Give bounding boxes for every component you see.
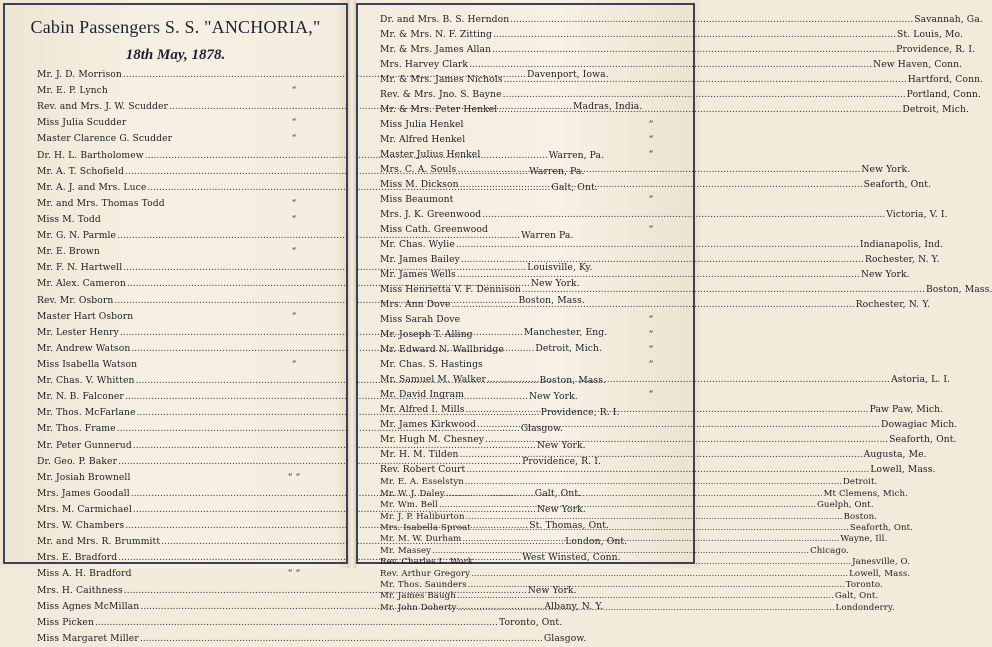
- leader-dots: [469, 57, 872, 72]
- passenger-residence: Guelph, Ont.: [816, 500, 874, 511]
- passenger-name: Mr. Hugh M. Chesney: [380, 434, 485, 446]
- ditto-mark: “: [291, 213, 297, 225]
- passenger-name: Rev. Arthur Gregory: [380, 568, 471, 579]
- passenger-row: [37, 83, 329, 99]
- leader-dots: [432, 546, 809, 557]
- passenger-residence: London, Ont.: [565, 536, 628, 548]
- passenger-name: Mr. Massey: [380, 545, 432, 556]
- passenger-name: Mr. J. D. Morrison: [37, 69, 122, 80]
- passenger-residence: Warren, Pa.: [529, 165, 585, 177]
- passenger-name: Mr. John Doherty: [380, 602, 457, 613]
- passenger-row: [380, 511, 878, 523]
- passenger-residence: West Winsted, Conn.: [522, 552, 621, 564]
- passenger-row: [37, 470, 329, 486]
- passenger-row: [380, 580, 883, 591]
- passenger-row: [380, 488, 909, 500]
- passenger-row: [380, 177, 932, 192]
- leader-dots: [446, 489, 823, 500]
- passenger-row: [380, 237, 944, 252]
- right-passenger-list: [380, 12, 992, 614]
- passenger-row: [380, 297, 931, 312]
- leader-dots: [460, 177, 863, 192]
- passenger-name: Mr. James Bailey: [380, 254, 460, 266]
- leader-dots: [466, 512, 843, 523]
- ditto-mark: “ “: [287, 471, 301, 483]
- passenger-residence: Davenport, Iowa.: [526, 69, 609, 80]
- passenger-name: Mrs. J. K. Greenwood: [380, 209, 482, 221]
- passenger-residence: Warren, Pa.: [548, 149, 605, 161]
- passenger-name: Mrs. H. Caithness: [37, 584, 123, 596]
- passenger-name: Mr. Chas. Wylie: [380, 239, 455, 251]
- passenger-row: [380, 372, 951, 387]
- passenger-name: Mr. G. N. Parmle: [37, 230, 117, 242]
- passenger-name: Master Hart Osborn: [37, 310, 134, 322]
- passenger-row: [380, 72, 984, 87]
- passenger-row: [380, 267, 910, 282]
- passenger-name: Rev. Robert Court: [380, 464, 466, 476]
- passenger-residence: New York.: [528, 391, 578, 403]
- passenger-row: [37, 244, 329, 260]
- ditto-mark: “: [291, 85, 297, 97]
- passenger-name: Mrs. Isabella Sproat: [380, 523, 471, 534]
- passenger-name: Mr. M. W. Durham: [380, 534, 462, 545]
- leader-dots: [482, 207, 885, 222]
- passenger-row: [380, 87, 981, 102]
- passenger-name: Rev. Mr. Osborn: [37, 294, 114, 306]
- passenger-name: Miss Margaret Miller: [37, 632, 139, 644]
- passenger-name: Mr. Wm. Bell: [380, 500, 438, 511]
- passenger-residence: Wayne, Ill.: [840, 534, 888, 545]
- passenger-residence: Detroit, Mich.: [535, 342, 603, 354]
- leader-dots: [461, 252, 864, 267]
- passenger-name: Miss Julia Henkel: [380, 119, 464, 131]
- passenger-name: Mr. F. N. Hartwell: [37, 262, 123, 274]
- passenger-name: Miss A. H. Bradford: [37, 568, 132, 580]
- passenger-name: Mr. Joseph T. Alling: [380, 329, 473, 341]
- passenger-name: Mr. & Mrs. Peter Henkel: [380, 104, 498, 116]
- passenger-row: [380, 357, 686, 372]
- passenger-name: Mr. James Kirkwood: [380, 419, 476, 431]
- passenger-name: Miss Agnes McMillan: [37, 600, 140, 612]
- passenger-name: Mrs. M. Carmichael: [37, 503, 132, 515]
- leader-dots: [471, 569, 848, 580]
- passenger-residence: Toronto, Ont.: [499, 616, 563, 628]
- passenger-name: Master Julius Henkel: [380, 149, 481, 161]
- passenger-name: Mr. N. B. Falconer: [37, 391, 124, 403]
- passenger-name: Mr. W. J. Daley: [380, 488, 445, 499]
- passenger-residence: Providence, R. I.: [522, 455, 601, 467]
- passenger-row: [380, 387, 686, 402]
- passenger-row: [380, 534, 888, 545]
- passenger-name: Mr. Thos. McFarlane: [37, 407, 136, 419]
- passenger-row: [380, 192, 686, 207]
- leader-dots: [477, 417, 880, 432]
- passenger-row: [380, 591, 879, 602]
- passenger-residence: Astoria, L. I.: [891, 374, 951, 386]
- passenger-residence: Rochester, N. Y.: [855, 299, 931, 311]
- ditto-mark: “: [648, 134, 654, 146]
- passenger-residence: New York.: [527, 584, 577, 596]
- passenger-residence: Providence, R. I.: [540, 407, 620, 419]
- leader-dots: [457, 591, 834, 602]
- passenger-residence: Albany, N. Y.: [544, 600, 604, 612]
- passenger-row: [380, 162, 911, 177]
- passenger-row: [380, 207, 948, 222]
- passenger-residence: Warren Pa.: [521, 230, 574, 242]
- passenger-row: [380, 602, 895, 614]
- ditto-mark: “: [291, 358, 297, 370]
- passenger-row: [380, 147, 686, 162]
- passenger-residence: Lowell, Mass.: [870, 464, 936, 476]
- passenger-residence: Lowell, Mass.: [849, 568, 911, 579]
- passenger-name: Mr. Alfred Henkel: [380, 134, 466, 146]
- passenger-row: [380, 282, 992, 297]
- passenger-residence: Louisville, Ky.: [527, 262, 593, 274]
- passenger-residence: Seaforth, Ont.: [849, 523, 914, 534]
- passenger-residence: Hartford, Conn.: [907, 74, 984, 86]
- ditto-mark: “: [291, 197, 297, 209]
- ditto-mark: “: [648, 194, 654, 206]
- passenger-name: Rev. & Mrs. Jno. S. Bayne: [380, 89, 502, 101]
- passenger-row: [380, 417, 958, 432]
- passenger-row: [37, 131, 329, 147]
- passenger-row: [380, 477, 878, 488]
- passenger-residence: Janesville, O.: [852, 557, 910, 568]
- passenger-residence: Victoria, V. I.: [886, 209, 948, 221]
- page-fold: [348, 0, 356, 568]
- passenger-residence: St. Thomas, Ont.: [529, 520, 610, 532]
- passenger-name: Mr. E. Brown: [37, 246, 100, 258]
- ditto-mark: “: [291, 310, 297, 322]
- leader-dots: [504, 72, 907, 87]
- passenger-residence: Toronto.: [845, 580, 883, 590]
- passenger-residence: Manchester, Eng.: [523, 326, 608, 338]
- passenger-name: Mr. and Mrs. R. Brummitt: [37, 536, 161, 548]
- passenger-name: Mr. Thos. Frame: [37, 423, 116, 435]
- leader-dots: [498, 102, 901, 117]
- passenger-name: Mr. James Wells: [380, 269, 456, 281]
- leader-dots: [485, 432, 888, 447]
- passenger-row: [380, 545, 849, 557]
- passenger-residence: Galt, Ont.: [534, 487, 582, 499]
- passenger-row: [380, 117, 686, 132]
- passenger-residence: Madras, India.: [573, 101, 643, 113]
- passenger-name: Mr. & Mrs. James Nichols: [380, 74, 503, 86]
- passenger-residence: New York.: [860, 269, 910, 281]
- passenger-residence: Paw Paw, Mich.: [869, 404, 944, 416]
- passenger-name: Mr. & Mrs. James Allan: [380, 44, 492, 56]
- passenger-name: Mr. A. J. and Mrs. Luce: [37, 181, 147, 193]
- passenger-row: [37, 357, 329, 373]
- leader-dots: [468, 580, 845, 591]
- leader-dots: [466, 462, 869, 477]
- passenger-row: [380, 523, 914, 534]
- passenger-name: Mr. Edward N. Wallbridge: [380, 344, 504, 356]
- passenger-name: Mrs. James Goodall: [37, 487, 130, 499]
- passenger-name: Mrs. E. Bradford: [37, 552, 118, 564]
- passenger-residence: New York.: [536, 503, 586, 515]
- passenger-row: [37, 212, 329, 228]
- passenger-row: [380, 222, 686, 237]
- passenger-row: [380, 252, 940, 267]
- passenger-name: Mr. Alex. Cameron: [37, 278, 126, 290]
- passenger-name: Mrs. W. Chambers: [37, 520, 125, 532]
- passenger-name: Miss Picken: [37, 616, 94, 628]
- passenger-residence: Indianapolis, Ind.: [859, 239, 944, 251]
- passenger-name: Miss Beaumont: [380, 194, 454, 206]
- passenger-residence: Glasgow.: [520, 423, 564, 435]
- passenger-name: Miss Isabella Watson: [37, 358, 138, 370]
- passenger-row: [380, 432, 957, 447]
- passenger-row: [37, 566, 329, 582]
- passenger-residence: Seaforth, Ont.: [889, 434, 957, 446]
- passenger-name: Mr. Peter Gunnerud: [37, 439, 132, 451]
- passenger-name: Mr. & Mrs. N. F. Zitting: [380, 29, 492, 41]
- passenger-residence: Dowagiac Mich.: [880, 419, 958, 431]
- passenger-residence: Rochester, N. Y.: [864, 254, 940, 266]
- passenger-residence: New York.: [530, 278, 580, 290]
- passenger-name: Miss Henrietta V. F. Dennison: [380, 284, 521, 296]
- passenger-name: Mr. Thos. Saunders: [380, 580, 467, 590]
- passenger-residence: Detroit, Mich.: [902, 104, 969, 116]
- ditto-mark: “: [291, 246, 297, 258]
- passenger-name: Mr. Lester Henry: [37, 326, 119, 338]
- passenger-name: Dr. H. L. Bartholomew: [37, 149, 144, 161]
- passenger-residence: Providence, R. I.: [896, 44, 976, 56]
- passenger-row: [380, 402, 944, 417]
- list-date: 18th May, 1878.: [125, 47, 226, 63]
- passenger-name: Miss Sarah Dove: [380, 314, 461, 326]
- passenger-residence: Boston, Mass.: [539, 375, 607, 387]
- passenger-name: Mr. and Mrs. Thomas Todd: [37, 197, 165, 209]
- list-title: Cabin Passengers S. S. "ANCHORIA,": [30, 17, 321, 37]
- passenger-name: Mr. Samuel M. Walker: [380, 374, 487, 386]
- passenger-name: Dr. and Mrs. B. S. Herndon: [380, 14, 510, 25]
- passenger-residence: Boston, Mass.: [925, 284, 992, 296]
- leader-dots: [456, 237, 859, 252]
- leader-dots: [462, 534, 839, 545]
- passenger-name: Rev. Charles L. Work: [380, 557, 474, 568]
- passenger-residence: Seaforth, Ont.: [863, 179, 932, 191]
- leader-dots: [457, 162, 860, 177]
- passenger-name: Mr. E. P. Lynch: [37, 85, 108, 97]
- leader-dots: [458, 603, 835, 614]
- leader-dots: [140, 631, 543, 647]
- passenger-residence: Galt, Ont.: [834, 591, 879, 602]
- passenger-name: Miss Julia Scudder: [37, 117, 127, 129]
- passenger-name: Mr. Chas. S. Hastings: [380, 359, 483, 371]
- passenger-residence: Galt, Ont.: [551, 181, 598, 193]
- leader-dots: [522, 282, 925, 297]
- passenger-row: [380, 557, 910, 568]
- passenger-row: [37, 615, 563, 631]
- leader-dots: [493, 27, 896, 42]
- leader-dots: [95, 615, 498, 631]
- leader-dots: [503, 87, 906, 102]
- ditto-mark: “ “: [287, 568, 301, 580]
- passenger-residence: Londonderry.: [835, 602, 895, 613]
- passenger-residence: Chicago.: [810, 545, 849, 556]
- leader-dots: [452, 297, 855, 312]
- passenger-row: [380, 312, 686, 327]
- passenger-name: Mr. J. P. Haliburton: [380, 511, 465, 522]
- passenger-residence: Boston.: [843, 511, 878, 522]
- passenger-name: Mr. A. T. Schofield: [37, 165, 125, 177]
- passenger-row: [380, 102, 969, 117]
- passenger-row: [380, 500, 874, 511]
- ditto-mark: “: [648, 329, 654, 341]
- leader-dots: [510, 12, 913, 27]
- passenger-residence: Detroit.: [842, 477, 878, 488]
- passenger-name: Mrs. Ann Dove: [380, 299, 451, 311]
- passenger-residence: New York.: [861, 164, 911, 176]
- passenger-name: Miss M. Todd: [37, 213, 101, 225]
- passenger-row: [380, 42, 976, 57]
- leader-dots: [492, 42, 895, 57]
- leader-dots: [439, 500, 816, 511]
- passenger-residence: St. Louis, Mo.: [897, 29, 963, 41]
- ditto-mark: “: [648, 389, 654, 401]
- passenger-residence: New Haven, Conn.: [873, 59, 963, 71]
- passenger-row: [380, 327, 686, 342]
- leader-dots: [474, 557, 851, 568]
- passenger-row: [380, 568, 911, 580]
- passenger-name: Miss M. Dickson: [380, 179, 459, 191]
- ditto-mark: “: [648, 119, 654, 131]
- passenger-row: [380, 57, 963, 72]
- passenger-residence: New York.: [536, 439, 586, 451]
- passenger-name: Mr. H. M. Tilden: [380, 449, 459, 461]
- passenger-name: Mrs. Harvey Clark: [380, 59, 469, 71]
- passenger-residence: Augusta, Me.: [863, 449, 927, 461]
- leader-dots: [487, 372, 890, 387]
- passenger-row: [37, 196, 329, 212]
- ditto-mark: “: [291, 117, 297, 129]
- ditto-mark: “: [648, 224, 654, 236]
- passenger-name: Dr. Geo. P. Baker: [37, 455, 118, 467]
- leader-dots: [460, 447, 863, 462]
- passenger-residence: Glasgow.: [543, 632, 587, 644]
- passenger-residence: Portland, Conn.: [906, 89, 981, 101]
- passenger-row: [380, 27, 963, 42]
- leader-dots: [472, 523, 849, 534]
- ditto-mark: “: [648, 149, 654, 161]
- ditto-mark: “: [291, 133, 297, 145]
- ditto-mark: “: [648, 344, 654, 356]
- passenger-residence: Boston, Mass.: [518, 294, 585, 306]
- passenger-name: Mr. James Baugh: [380, 591, 456, 602]
- leader-dots: [457, 267, 860, 282]
- passenger-name: Rev. and Mrs. J. W. Scudder: [37, 101, 168, 113]
- passenger-residence: Mt Clemens, Mich.: [823, 488, 909, 499]
- passenger-name: Mr. Alfred I. Mills: [380, 404, 465, 416]
- passenger-row: [380, 132, 686, 147]
- passenger-name: Mr. E. A. Esselstyn: [380, 477, 464, 488]
- passenger-name: Mr. Andrew Watson: [37, 342, 131, 354]
- passenger-row: [380, 447, 927, 462]
- passenger-name: Mr. David Ingram: [380, 389, 465, 401]
- passenger-row: [380, 342, 686, 357]
- passenger-row: [37, 309, 329, 325]
- passenger-name: Miss Cath. Greenwood: [380, 224, 488, 236]
- passenger-residence: Savannah, Ga.: [914, 14, 983, 25]
- passenger-name: Mrs. C. A. Souls: [380, 164, 457, 176]
- passenger-name: Master Clarence G. Scudder: [37, 133, 173, 145]
- ditto-mark: “: [648, 314, 654, 326]
- passenger-row: [380, 12, 983, 27]
- passenger-row: [37, 631, 587, 647]
- passenger-row: [380, 462, 936, 477]
- passenger-row: [37, 115, 329, 131]
- passenger-name: Mr. Josiah Brownell: [37, 471, 131, 483]
- leader-dots: [465, 477, 842, 488]
- leader-dots: [466, 402, 869, 417]
- passenger-name: Mr. Chas. V. Whitten: [37, 375, 135, 387]
- ditto-mark: “: [648, 359, 654, 371]
